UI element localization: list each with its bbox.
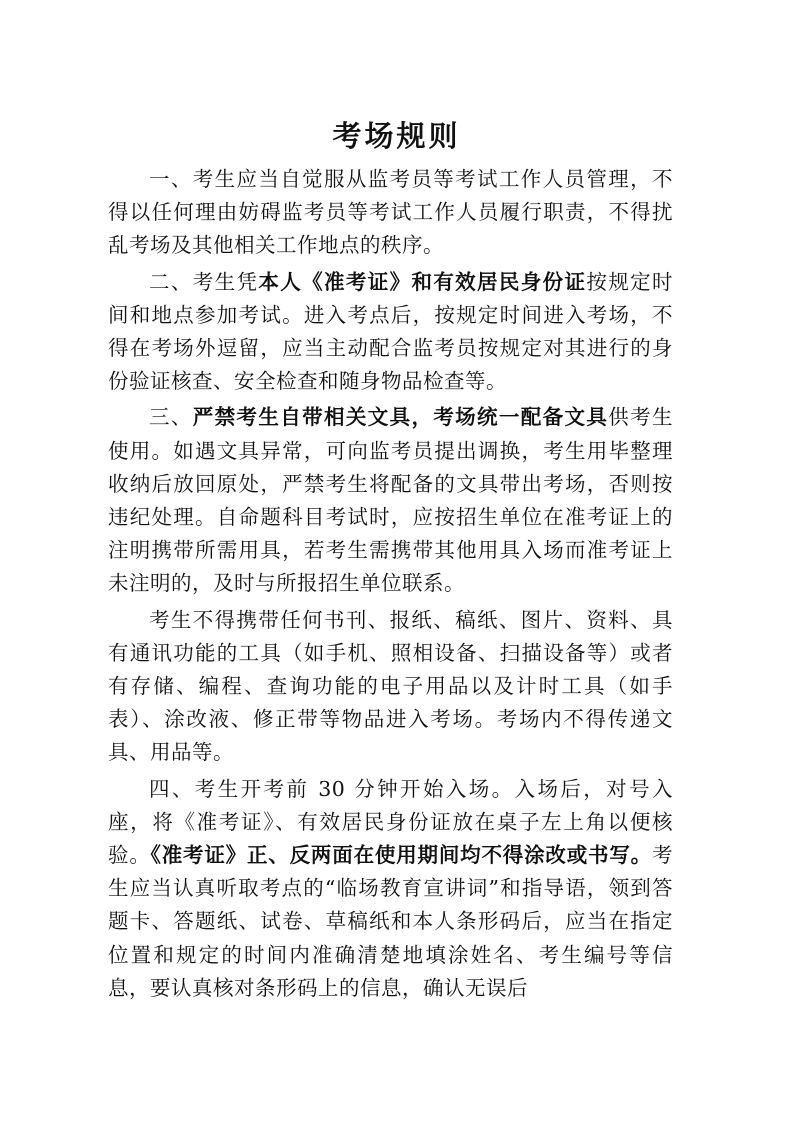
emphasis-text: 严禁考生自带相关文具，考场统一配备文具 <box>192 405 609 430</box>
emphasis-text: 《准考证》正、反两面在使用期间均不得涂改或书写。 <box>150 843 653 868</box>
rule-paragraph-2 <box>108 266 673 399</box>
rule-paragraph-3 <box>108 401 673 600</box>
paragraph-text: 三、 <box>149 405 193 430</box>
rule-paragraph-4 <box>108 604 673 770</box>
page-title: 考场规则 <box>332 119 461 153</box>
paragraph-text: 四、考生开考前 30 分钟开始入场。入场后，对号入座，将《准考证》、有效居民身份证放在桌子左上角以便核验。 <box>108 776 673 868</box>
paragraph-text: 考生应当认真听取考点的“临场教育宣讲词”和指导语，领到答题卡、答题纸、试卷、草稿纸和本人条形码后，应当在指定位置和规定的时间内准确清楚地填涂姓名、考生编号等信息，要认真核对条形码上的信息，确认无误后 <box>108 843 674 1000</box>
rules-body <box>108 163 673 1008</box>
rule-paragraph-5 <box>108 773 673 1005</box>
paragraph-text: 一、考生应当自觉服从监考员等考试工作人员管理，不得以任何理由妨碍监考员等考试工作人员履行职责，不得扰乱考场及其他相关工作地点的秩序。 <box>108 167 673 258</box>
paragraph-text: 考生不得携带任何书刊、报纸、稿纸、图片、资料、具有通讯功能的工具（如手机、照相设备、扫描设备等）或者有存储、编程、查询功能的电子用品以及计时工具（如手表）、涂改液、修正带等物品进入考场。考场内不得传递文具、用品等。 <box>108 607 673 765</box>
paragraph-text: 供考生使用。如遇文具异常，可向监考员提出调换，考生用毕整理收纳后放回原处，严禁考生将配备的文具带出考场，否则按违纪处理。自命题科目考试时，应按招生单位在准考证上的注明携带所需用具，若考生需携带其他用具入场而准考证上未注明的，及时与所报招生单位联系。 <box>108 405 674 596</box>
emphasis-text: 本人《准考证》和有效居民身份证 <box>258 269 587 294</box>
paragraph-text: 按规定时间和地点参加考试。进入考点后，按规定时间进入考场，不得在考场外逗留，应当主动配合监考员按规定对其进行的身份验证核查、安全检查和随身物品检查等。 <box>108 269 674 394</box>
paragraph-text: 二、考生凭 <box>149 269 259 294</box>
rule-paragraph-1 <box>108 163 673 263</box>
